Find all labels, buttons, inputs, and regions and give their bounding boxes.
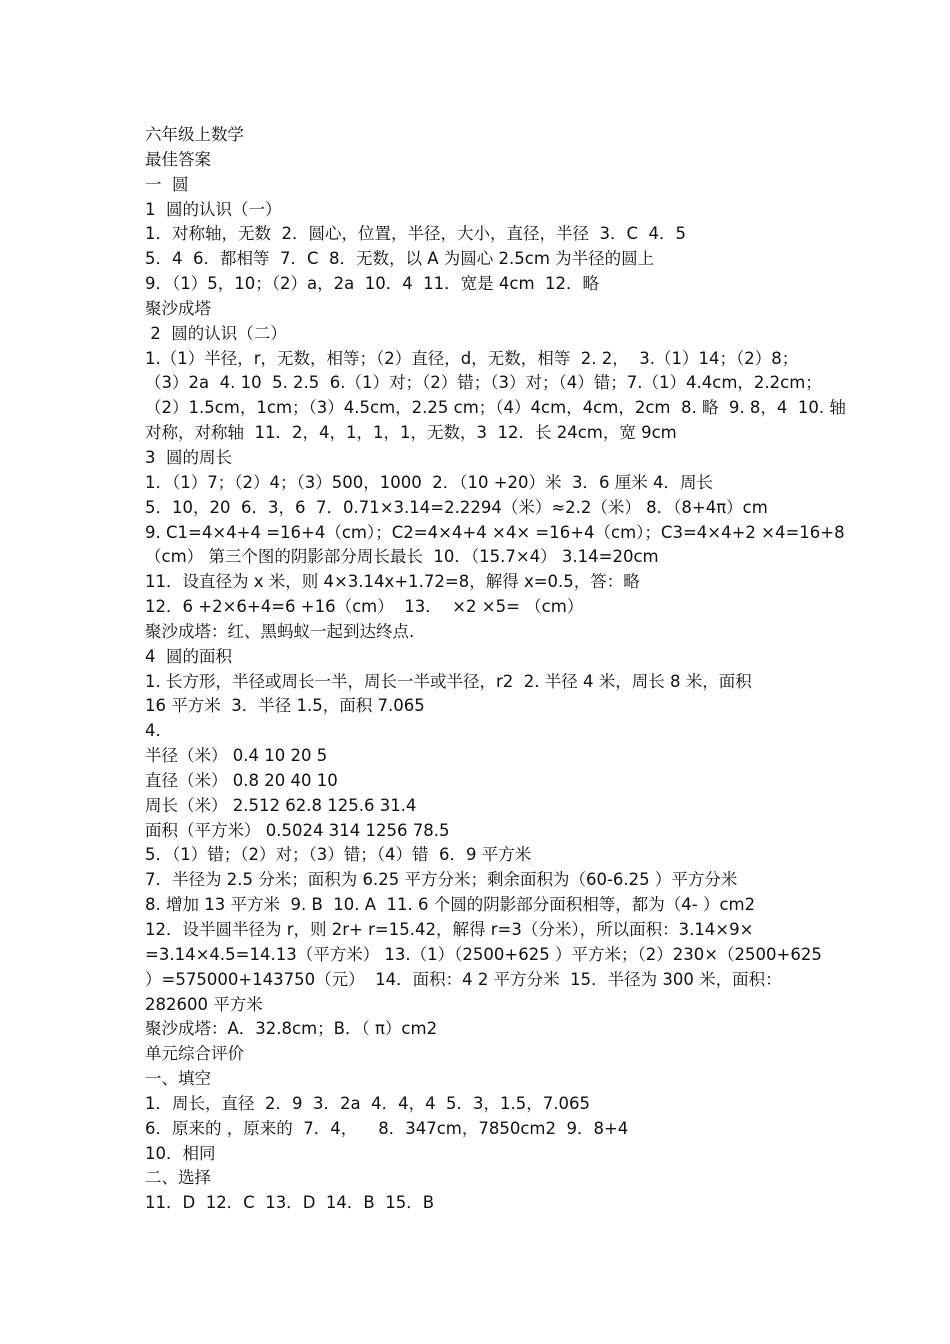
text-line: 最佳答案 xyxy=(145,149,211,169)
text-line: 11．D 12．C 13．D 14．B 15．B xyxy=(145,1193,435,1213)
text-line: 11．设直径为 x 米，则 4×3.14x+1.72=8，解得 x=0.5，答：略 xyxy=(145,572,640,592)
text-line: 1. 长方形，半径或周长一半，周长一半或半径，r2 2. 半径 4 米，周长 8 米，面积 xyxy=(145,671,752,691)
text-line: 对称，对称轴 11．2，4，1，1，1，无数，3 12．长 24cm，宽 9cm xyxy=(145,423,677,443)
text-line: 4． xyxy=(145,721,172,741)
text-line: 面积（平方米） 0.5024 314 1256 78.5 xyxy=(145,820,450,840)
text-line: 聚沙成塔：红、黑蚂蚁一起到达终点. xyxy=(145,621,415,641)
text-line: 16 平方米 3．半径 1.5，面积 7.065 xyxy=(145,696,425,716)
text-line: 周长（米） 2.512 62.8 125.6 31.4 xyxy=(145,795,417,815)
text-line: （2）1.5cm，1cm；（3）4.5cm，2.25 cm；（4）4cm，4cm，2cm 8. 略 9. 8，4 10. 轴 xyxy=(145,398,846,418)
text-line: 2 圆的认识（二） xyxy=(145,323,287,343)
text-line: 1 圆的认识（一） xyxy=(145,199,282,219)
text-line: 6．原来的 ，原来的 7．4， 8．347cm，7850cm2 9．8+4 xyxy=(145,1118,629,1138)
document-body xyxy=(145,123,846,1216)
text-line: 一、填空 xyxy=(145,1069,211,1089)
text-line: 六年级上数学 xyxy=(145,125,244,144)
text-line: 聚沙成塔：A．32.8cm；B．（ π）cm2 xyxy=(145,1019,438,1039)
text-line: 9．（1）5，10；（2）a，2a 10．4 11．宽是 4cm 12．略 xyxy=(145,274,600,294)
text-line: 1．对称轴，无数 2．圆心，位置，半径，大小，直径，半径 3．C 4．5 xyxy=(145,224,686,244)
text-line: 12．设半圆半径为 r，则 2r+ r=15.42，解得 r=3（分米），所以面积：3.14×9× xyxy=(145,920,754,939)
text-line: 7．半径为 2.5 分米；面积为 6.25 平方分米；剩余面积为（60-6.25 ）平方分米 xyxy=(145,870,738,890)
text-line: 1.（1）半径，r，无数，相等；（2）直径，d，无数，相等 2. 2， 3.（1）14；（2）8； xyxy=(145,348,799,368)
text-line: 1．周长，直径 2．9 3．2a 4．4，4 5．3，1.5，7.065 xyxy=(145,1093,591,1113)
text-line: 一 圆 xyxy=(145,174,189,194)
text-line: 8. 增加 13 平方米 9. B 10. A 11. 6 个圆的阴影部分面积相等，都为（4- ）cm2 xyxy=(145,895,756,915)
text-line: 4 圆的面积 xyxy=(145,646,232,666)
text-line: 1．（1）7；（2）4；（3）500，1000 2．（10 +20）米 3．6 厘米 4．周长 xyxy=(145,472,713,492)
text-line: （cm） 第三个图的阴影部分周长最长 10．（15.7×4） 3.14=20cm xyxy=(145,547,659,567)
text-line: ）=575000+143750（元） 14．面积：4 2 平方分米 15．半径为 300 米，面积： xyxy=(145,969,782,989)
text-line: 5．10，20 6．3，6 7．0.71×3.14=2.2294（米）≈2.2（米） 8．（8+4π）cm xyxy=(145,497,768,517)
text-line: 单元综合评价 xyxy=(145,1044,244,1064)
text-line: 半径（米） 0.4 10 20 5 xyxy=(145,746,328,766)
text-line: 3 圆的周长 xyxy=(145,447,232,467)
text-line: 9. C1=4×4+4 =16+4（cm）；C2=4×4+4 ×4× =16+4（cm）；C3=4×4+2 ×4=16+8 xyxy=(145,522,845,542)
text-line: 5．（1）错；（2）对；（3）错；（4）错 6．9 平方米 xyxy=(145,845,532,865)
text-line: 聚沙成塔 xyxy=(145,298,211,318)
text-line: 直径（米） 0.8 20 40 10 xyxy=(145,770,338,790)
text-line: 282600 平方米 xyxy=(145,994,263,1014)
text-line: 5．4 6．都相等 7．C 8．无数，以 A 为圆心 2.5cm 为半径的圆上 xyxy=(145,249,655,269)
text-line: 12．6 +2×6+4=6 +16（cm） 13． ×2 ×5= （cm） xyxy=(145,597,584,617)
text-line: （3）2a 4. 10 5. 2.5 6.（1）对；（2）错；（3）对；（4）错；7.（1）4.4cm，2.2cm； xyxy=(145,373,822,393)
text-line: 二、选择 xyxy=(145,1168,211,1188)
text-line: =3.14×4.5=14.13（平方米） 13.（1）（2500+625 ）平方米；（2）230×（2500+625 xyxy=(145,944,822,964)
text-line: 10．相同 xyxy=(145,1143,216,1163)
